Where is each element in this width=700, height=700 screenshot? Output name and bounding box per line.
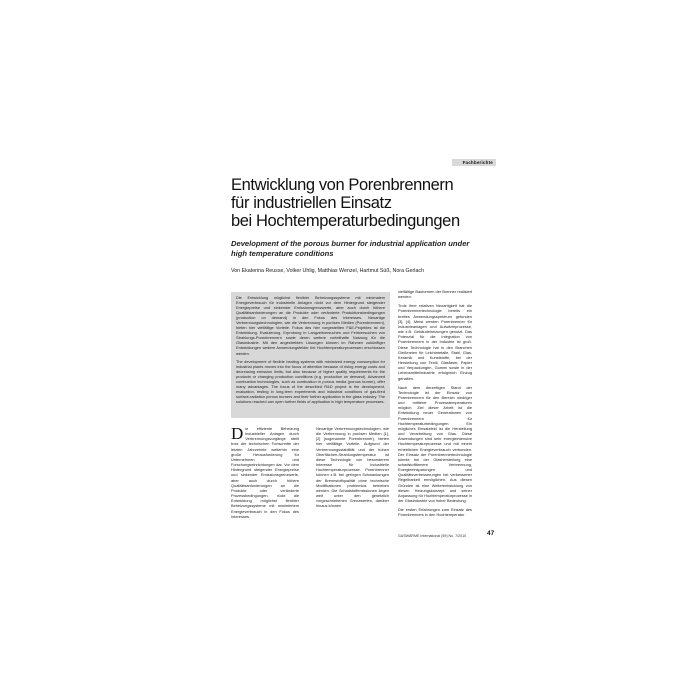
body-text: Neuartige Verbrennungstechnologien, wie die Verbrennung in porösen Medien [1], [2] (sogenannte Porenbrenner), bieten hier vielfältige Vorteile. Aufgrund der Verbrennungsstabilität und der hohen Oberflächen-Strahlungstemperatur ist diese Technologie von besonderem Interesse für industrielle Hochtemperaturprozesse. Porenbrenner können z.B. bei geringen Schwankungen der Brennstoffqualität ohne technische Modifikationen problemlos betrieben werden. Die Schadstoffemissionen liegen weit unter den gesetzlich vorgeschriebenen Grenzwerten, darüber hinaus können [316,426,389,509]
author-line: Von Ekaterina Reusse, Volker Uhlig, Matthias Wenzel, Hartmut Süß, Nora Gerlach [231,268,425,274]
abstract-box [231,292,390,418]
article-title [231,176,501,230]
title-line: bei Hochtemperaturbedingungen [231,212,460,230]
body-column-2 [316,426,389,548]
title-line: für industriellen Einsatz [231,194,392,212]
section-tag: Fachberichte [452,159,496,166]
title-line: Entwicklung von Porenbrennern [231,176,454,194]
page-number: 47 [487,530,495,537]
article-subtitle: Development of the porous burner for industrial application under high temperature conditions [231,239,470,258]
body-text: Die ersten Erfahrungen zum Einsatz des Porenbrenners in den Hochtemperatur [398,507,472,518]
body-text: Trotz ihrer relativen Neuartigkeit hat die Porenbrennertechnologie bereits ein breites Anwendungsspektrum gefunden [3], [4]. Meist werden Porenbrenner für Industrieanlagen und Aufwärmprozesse, wie z.B. Gebäudeheizungen genutzt. Das Potenzial für die Integration von Porenbrennern in der Industrie ist groß. Diese Technologie hat in den Branchen Gießereien für Leichtmetalle, Stahl, Glas, Keramik und Kunststoffe, bei der Herstellung von Textil, Glasfaser, Papier und Verpackungen, Gummi sowie in der Lebensmittelindustrie erfolgreich Einzug gehalten. [398,303,472,381]
abstract-german: Die Entwicklung möglichst flexibler Beheizungssysteme mit minimalem Energieverbrauch für industrielle Anlagen rückt vor dem Hintergrund steigender Energiepreise und sinkender Emissionsgrenzwerte, aber auch durch höhere Qualitätsanforderungen an die Produkte oder veränderte Produktionsbedingungen (production on demand) in den Fokus des Interesses. Neuartige Verbrennungstechnologien, wie die Verbrennung in porösen Medien (Porenbrennern), bieten hier vielfältige Vorteile. Fokus des hier vorgestellten F&E-Projektes ist die Entwicklung, Evaluierung, Erprobung in Langzeitversuchen und Feldversuchen von Strahlungs-Porenbrennern sowie deren weitere vorteilhafte Nutzung für die Glasindustrie. Mit den angestrebten Lösungen können im Rahmen zukünftiger Entwicklungen weitere Anwendungsfelder bei Hochtemperaturprozessen erschlossen werden. [236,295,385,356]
body-column-1 [231,426,299,548]
abstract-english: The development of flexible heating systems with minimized energy consumption for industrial plants moves into the focus of attention because of rising energy costs and decreasing emission limits, but also because of higher quality requirements for the products or changing production conditions (e.g. production on demand). Advanced combustion technologies, such as combustion in porous media (porous burner), offer many advantages. The focus of the described R&D project is the development, evaluation, testing in long-term experiments and industrial conditions of gas-fired surface-radiation porous burners and their further application in the glass industry. The solutions reached can open further fields of application in high temperature processes. [236,358,385,404]
body-text: Nach dem derzeitigen Stand der Technologie ist der Einsatz von Porenbrennern für den Bereich niedriger und mittlerer Prozesstemperaturen möglich. Ziel dieser Arbeit ist die Entwicklung neuer Generationen von Porenbrennern für Hochtemperaturbedingungen. Ein mögliches Einsatzfeld ist die Herstellung und Verarbeitung von Glas. Diese Anwendungen sind sehr energieintensive Hochtemperaturprozesse und mit einem erheblichen Energieverbrauch verbunden. Der Einsatz der Porenbrennertechnologie könnte bei der Glasherstellung eine schadstoffärmere Verbrennung, Energieeinsparungen und Qualitätsverbesserungen bei verbesserter Regelbarkeit ermöglichen. Aus diesen Gründen ist eine Weiterentwicklung von diesen Heizungskonzept und seiner Anpassung für Hochtemperaturprozesse in der Glasindustrie von hoher Bedeutung. [398,384,472,504]
body-text: vielfältige Bauformen der Brenner realisiert werden. [398,289,472,300]
journal-footer: GASWÄRME International (59) No. 7/2010 [398,534,467,538]
body-column-3 [398,289,472,549]
drop-cap: D [231,426,244,443]
body-text: ie effiziente Beheizung industrieller Anlagen durch Verbrennungsvorgänge stellt trotz der technischen Fortschritte der letzten Jahrzehnte weiterhin eine große Herausforderung für Unternehmen und Forschungseinrichtungen dar. Vor dem Hintergrund steigender Energiepreise und sinkender Emissionsgrenzwerte, aber auch durch höhere Qualitätsanforderungen an die Produkte oder veränderte Prozessbedingungen, rückt die Entwicklung möglichst flexibler Beheizungssysteme mit minimiertem Energieverbrauch in den Fokus des Interesses. [231,426,299,519]
